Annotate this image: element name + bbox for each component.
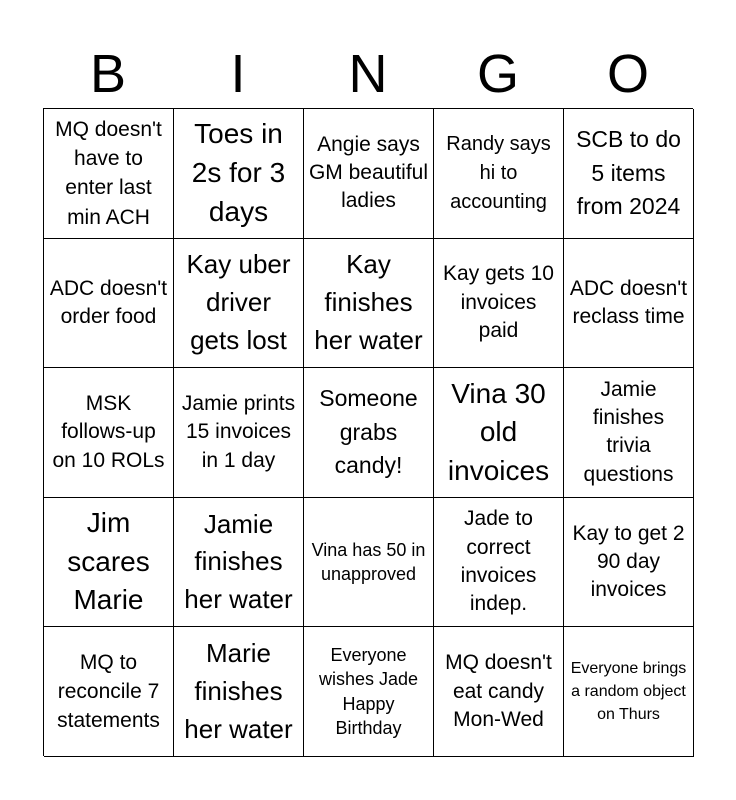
cell-text: Jamie finishes her water	[184, 508, 293, 614]
bingo-cell-r2-c3[interactable]	[304, 239, 434, 369]
bingo-cell-r3-c3[interactable]	[304, 368, 434, 498]
cell-text: Kay to get 2 90 day invoices	[572, 521, 685, 602]
cell-text: Someone grabs candy!	[319, 385, 418, 479]
bingo-cell-r3-c2[interactable]	[174, 368, 304, 498]
cell-text: SCB to do 5 items from 2024	[576, 126, 681, 219]
bingo-cell-r3-c4[interactable]	[434, 368, 564, 498]
cell-text: Kay uber driver gets lost	[186, 249, 291, 355]
cell-text: Jade to correct invoices indep.	[460, 507, 537, 616]
bingo-cell-r3-c5[interactable]	[564, 368, 694, 498]
cell-text: Everyone wishes Jade Happy Birthday	[318, 645, 419, 738]
cell-text: Jamie prints 15 invoices in 1 day	[181, 391, 296, 472]
bingo-cell-r5-c3[interactable]	[304, 627, 434, 757]
bingo-cell-r4-c1[interactable]	[44, 498, 174, 628]
bingo-cell-r2-c1[interactable]	[44, 239, 174, 369]
cell-text: Marie finishes her water	[184, 638, 293, 744]
header-letter-b: B	[89, 44, 127, 104]
cell-text: MQ doesn't have to enter last min ACH	[55, 117, 162, 229]
bingo-cell-r1-c1[interactable]	[44, 109, 174, 239]
cell-text: MQ to reconcile 7 statements	[57, 650, 160, 733]
bingo-cell-r4-c5[interactable]	[564, 498, 694, 628]
bingo-cell-r4-c2[interactable]	[174, 498, 304, 628]
cell-text: ADC doesn't order food	[49, 276, 168, 328]
bingo-cell-r1-c3[interactable]	[304, 109, 434, 239]
bingo-grid	[43, 108, 693, 756]
header-letter-g: G	[476, 44, 519, 104]
bingo-cell-r5-c4[interactable]	[434, 627, 564, 757]
bingo-cell-r1-c2[interactable]	[174, 109, 304, 239]
header-letter-o: O	[606, 44, 649, 104]
bingo-cell-r2-c5[interactable]	[564, 239, 694, 369]
cell-text: Kay finishes her water	[314, 249, 423, 355]
bingo-cell-r5-c1[interactable]	[44, 627, 174, 757]
cell-text: Vina has 50 in unapproved	[311, 539, 426, 585]
cell-text: Everyone brings a random object on Thurs	[570, 659, 687, 724]
bingo-cell-r4-c4[interactable]	[434, 498, 564, 628]
cell-text: Jim scares Marie	[67, 507, 150, 616]
bingo-cell-r2-c2[interactable]	[174, 239, 304, 369]
bingo-cell-r4-c3[interactable]	[304, 498, 434, 628]
header-letter-n: N	[348, 44, 388, 104]
bingo-cell-r1-c5[interactable]	[564, 109, 694, 239]
cell-text: Toes in 2s for 3 days	[191, 118, 286, 227]
cell-text: Vina 30 old invoices	[447, 377, 550, 486]
bingo-header	[43, 40, 693, 108]
bingo-cell-r5-c5[interactable]	[564, 627, 694, 757]
cell-text: Jamie finishes trivia questions	[583, 377, 674, 486]
bingo-cell-r1-c4[interactable]	[434, 109, 564, 239]
bingo-cell-r2-c4[interactable]	[434, 239, 564, 369]
cell-text: ADC doesn't reclass time	[569, 276, 688, 328]
cell-text: Angie says GM beautiful ladies	[308, 132, 429, 213]
cell-text: Randy says hi to accounting	[446, 132, 551, 213]
cell-text: MQ doesn't eat candy Mon-Wed	[445, 651, 552, 731]
bingo-cell-r5-c2[interactable]	[174, 627, 304, 757]
cell-text: MSK follows-up on 10 ROLs	[52, 391, 165, 472]
header-letter-i: I	[230, 44, 246, 104]
bingo-cell-r3-c1[interactable]	[44, 368, 174, 498]
cell-text: Kay gets 10 invoices paid	[443, 262, 554, 343]
